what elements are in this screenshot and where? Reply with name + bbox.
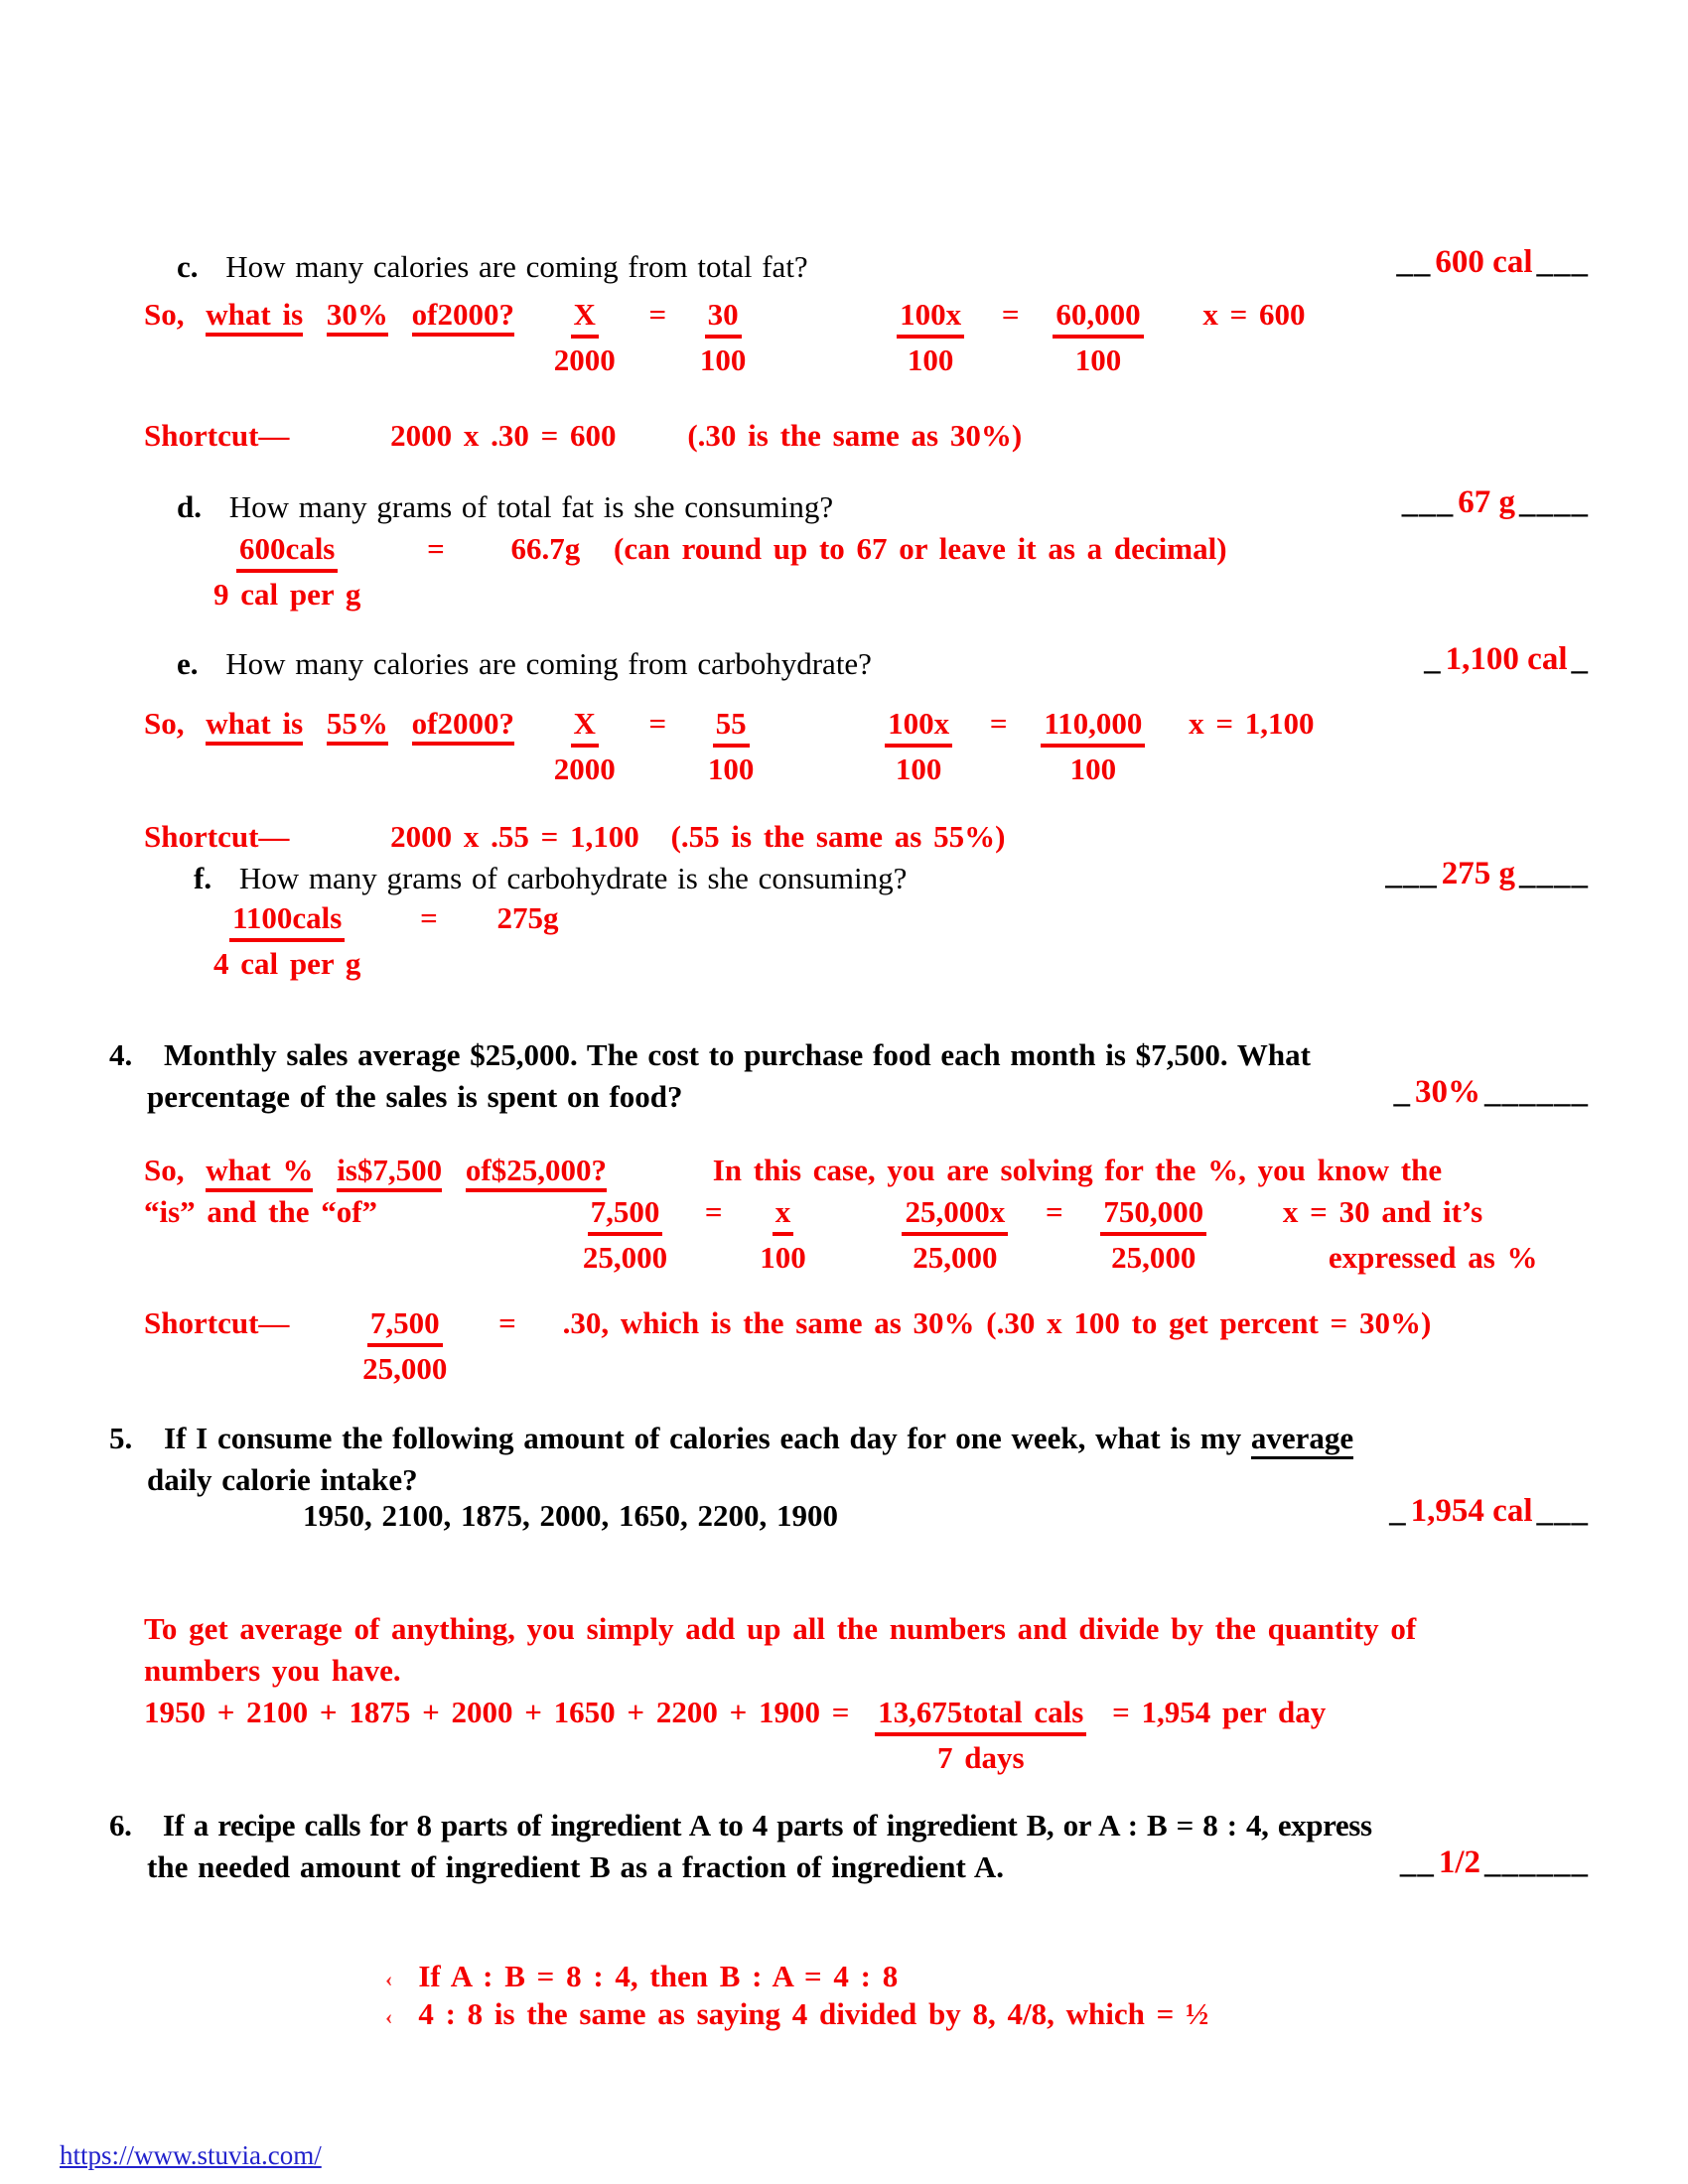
question-d-label: d. — [177, 489, 202, 524]
shortcut-label: Shortcut— — [144, 819, 290, 854]
fraction-denominator: 100 — [1074, 342, 1122, 378]
question-4-text1: Monthly sales average $25,000. The cost to purchase food each month is $7,500. What — [164, 1037, 1311, 1072]
solution-4-result — [1283, 1193, 1538, 1276]
fraction — [362, 1304, 447, 1387]
fraction — [708, 705, 755, 787]
work-d-note: (can round up to 67 or leave it as a decimal) — [614, 531, 1227, 566]
fraction — [1100, 1193, 1206, 1276]
solution-4-result-line1: x = 30 and it’s — [1282, 1194, 1483, 1229]
underlined-term: of2000? — [412, 706, 514, 746]
question-4-line2 — [147, 1078, 683, 1115]
solution-4-lead2: “is” and the “of” — [144, 1194, 378, 1229]
answer-value-f: 275 g — [1441, 856, 1515, 891]
shortcut-4 — [144, 1304, 1431, 1387]
fraction — [760, 1193, 806, 1276]
equals-sign: = — [648, 706, 667, 741]
underlined-term: what % — [206, 1153, 313, 1192]
bullet-text: If A : B = 8 : 4, then B : A = 4 : 8 — [418, 1959, 899, 1993]
shortcut-body: .30, which is the same as 30% (.30 x 100 to get percent = 30%) — [562, 1305, 1432, 1340]
fraction — [554, 705, 616, 787]
shortcut-label: Shortcut— — [144, 418, 290, 453]
equals-sign: = — [989, 706, 1008, 741]
answer-underscore: ____ — [1519, 856, 1589, 891]
stuvia-link[interactable]: https://www.stuvia.com/ — [60, 2140, 322, 2170]
answer-value-e: 1,100 cal — [1445, 641, 1568, 677]
fraction — [885, 705, 952, 787]
answer-underscore: ____ — [1519, 484, 1589, 520]
fraction — [700, 296, 747, 378]
question-6-text1: If a recipe calls for 8 parts of ingredient A to 4 parts of ingredient B, or A : B = 8 : 4, express — [162, 1808, 1372, 1843]
answer-value-4: 30% — [1415, 1074, 1480, 1110]
fraction-numerator: 110,000 — [1041, 705, 1145, 748]
fraction-numerator: 60,000 — [1053, 296, 1143, 339]
fraction-denominator: 2000 — [553, 342, 616, 378]
underlined-term: what is — [206, 706, 303, 746]
question-f-label: f. — [194, 861, 212, 895]
question-6-line2 — [147, 1848, 1004, 1885]
question-e-text: How many calories are coming from carbohydrate? — [225, 646, 872, 681]
fraction-denominator: 100 — [707, 751, 755, 787]
bullet-icon: ‹ — [385, 2003, 393, 2029]
answer-underscore: ___ — [1536, 1493, 1589, 1529]
solution-c-lead: So, — [144, 297, 185, 332]
solution-c-result: x = 600 — [1202, 297, 1306, 332]
fraction-numerator: 7,500 — [367, 1304, 443, 1347]
question-5-values — [303, 1497, 838, 1534]
explanation-5-text1: To get average of anything, you simply add up all the numbers and divide by the quantity of — [144, 1611, 1417, 1646]
fraction-numerator: 13,675total cals — [875, 1694, 1086, 1736]
sum-lead: 1950 + 2100 + 1875 + 2000 + 1650 + 2200 + 1900 = — [144, 1695, 850, 1729]
equals-sign: = — [704, 1194, 723, 1229]
bullet-item — [385, 1958, 898, 1994]
fraction-denominator: 25,000 — [1111, 1240, 1196, 1276]
answer-blank-c — [1396, 244, 1589, 281]
shortcut-label: Shortcut— — [144, 1305, 290, 1340]
sum-line-5 — [144, 1694, 1326, 1776]
fraction-denominator: 2000 — [553, 751, 616, 787]
question-d-text: How many grams of total fat is she consuming? — [228, 489, 834, 524]
solution-4-result-line2: expressed as % — [1328, 1240, 1538, 1276]
question-c-text: How many calories are coming from total fat? — [225, 249, 808, 284]
equals-sign: = — [1001, 297, 1020, 332]
fraction-numerator: 30 — [705, 296, 742, 339]
question-e-label: e. — [177, 646, 199, 681]
explanation-5-line1 — [144, 1610, 1416, 1647]
answer-value-6: 1/2 — [1438, 1844, 1480, 1880]
answer-value-d: 67 g — [1458, 484, 1515, 520]
answer-blank-d — [1402, 484, 1589, 521]
question-5-text1: If I consume the following amount of calories each day for one week, what is my — [164, 1421, 1251, 1455]
answer-underscore: __ — [1396, 244, 1432, 280]
work-d — [213, 530, 1227, 613]
explanation-5-text2: numbers you have. — [144, 1653, 401, 1688]
solution-e-result: x = 1,100 — [1189, 706, 1315, 741]
equals-sign: = — [427, 531, 445, 566]
answer-blank-5 — [1389, 1493, 1589, 1530]
fraction-numerator: 25,000x — [902, 1193, 1008, 1236]
question-4-number: 4. — [109, 1037, 133, 1072]
work-d-result: 66.7g — [510, 531, 581, 566]
underlined-term: is$7,500 — [337, 1153, 442, 1192]
fraction-numerator: 100x — [885, 705, 952, 748]
answer-value-5: 1,954 cal — [1410, 1493, 1533, 1529]
answer-underscore: ___ — [1385, 856, 1438, 891]
sum-result: = 1,954 per day — [1112, 1695, 1327, 1729]
question-f — [194, 860, 907, 896]
solution-4-lead: So, — [144, 1153, 185, 1187]
shortcut-body: 2000 x .30 = 600 — [390, 418, 617, 453]
question-4-text2: percentage of the sales is spent on food? — [147, 1079, 683, 1114]
answer-underscore: _ — [1393, 1074, 1411, 1110]
fraction-numerator: 7,500 — [588, 1193, 663, 1236]
explanation-5-line2 — [144, 1652, 401, 1689]
answer-blank-4 — [1394, 1074, 1590, 1111]
underlined-term: of2000? — [412, 297, 514, 337]
solution-c — [144, 296, 1305, 378]
question-6-number: 6. — [109, 1808, 132, 1843]
question-5-number: 5. — [109, 1421, 133, 1455]
solution-e — [144, 705, 1315, 787]
answer-underscore: ______ — [1484, 1074, 1589, 1110]
solution-4-lead-line — [144, 1152, 1442, 1188]
fraction-numerator: X — [571, 296, 599, 339]
fraction — [583, 1193, 667, 1276]
fraction-numerator: x — [773, 1193, 794, 1236]
fraction — [554, 296, 616, 378]
fraction-denominator: 100 — [1069, 751, 1117, 787]
fraction-denominator: 7 days — [936, 1740, 1025, 1776]
fraction-denominator: 25,000 — [582, 1240, 668, 1276]
question-6-line1 — [109, 1807, 1372, 1843]
fraction-denominator: 4 cal per g — [213, 946, 361, 982]
fraction-numerator: X — [571, 705, 599, 748]
fraction-denominator: 100 — [895, 751, 942, 787]
fraction — [213, 899, 360, 982]
bullet-text: 4 : 8 is the same as saying 4 divided by 8, 4/8, which = ½ — [418, 1996, 1209, 2031]
question-c-label: c. — [177, 249, 199, 284]
fraction — [902, 1193, 1008, 1276]
work-f-result: 275g — [496, 900, 559, 935]
answer-blank-f — [1385, 856, 1589, 892]
fraction-denominator: 100 — [760, 1240, 806, 1276]
answer-underscore: __ — [1399, 1844, 1435, 1880]
bullet-icon: ‹ — [385, 1966, 393, 1991]
answer-underscore: ___ — [1401, 484, 1455, 520]
underlined-term: 30% — [327, 297, 388, 337]
answer-underscore: ___ — [1536, 244, 1589, 280]
answer-value-c: 600 cal — [1435, 244, 1533, 280]
fraction — [1053, 296, 1143, 378]
equals-sign: = — [498, 1305, 516, 1340]
question-4-line1 — [109, 1036, 1311, 1073]
fraction — [1041, 705, 1145, 787]
shortcut-e — [144, 818, 1005, 855]
fraction-denominator: 25,000 — [913, 1240, 998, 1276]
solution-4-equations — [144, 1193, 1538, 1276]
question-5-line2 — [147, 1461, 418, 1498]
answer-blank-e — [1424, 641, 1589, 678]
shortcut-note: (.55 is the same as 55%) — [670, 819, 1006, 854]
question-5-underlined-word: average — [1251, 1421, 1353, 1459]
fraction-numerator: 55 — [713, 705, 750, 748]
equals-sign: = — [420, 900, 438, 935]
shortcut-note: (.30 is the same as 30%) — [687, 418, 1023, 453]
question-5-values-text: 1950, 2100, 1875, 2000, 1650, 2200, 1900 — [303, 1498, 838, 1533]
question-f-text: How many grams of carbohydrate is she consuming? — [238, 861, 908, 895]
question-d — [177, 488, 833, 525]
question-6-text2: the needed amount of ingredient B as a fraction of ingredient A. — [147, 1849, 1005, 1884]
fraction-denominator: 25,000 — [362, 1351, 448, 1387]
bullet-item — [385, 1995, 1208, 2032]
fraction-denominator: 100 — [907, 342, 954, 378]
answer-underscore: _ — [1571, 641, 1589, 677]
underlined-term: what is — [206, 297, 303, 337]
equals-sign: = — [648, 297, 667, 332]
solution-4-note: In this case, you are solving for the %, you know the — [712, 1153, 1443, 1187]
question-e — [177, 645, 872, 682]
underlined-term: 55% — [327, 706, 388, 746]
fraction-numerator: 600cals — [236, 530, 338, 573]
fraction-numerator: 750,000 — [1100, 1193, 1206, 1236]
question-5-line1 — [109, 1420, 1353, 1456]
answer-blank-6 — [1400, 1844, 1589, 1881]
fraction — [897, 296, 964, 378]
fraction — [875, 1694, 1086, 1776]
fraction-denominator: 100 — [699, 342, 747, 378]
answer-underscore: _ — [1424, 641, 1442, 677]
question-c — [177, 248, 808, 285]
shortcut-body: 2000 x .55 = 1,100 — [390, 819, 639, 854]
equals-sign: = — [1045, 1194, 1063, 1229]
underlined-term: of$25,000? — [466, 1153, 607, 1192]
answer-underscore: _ — [1389, 1493, 1407, 1529]
work-f — [213, 899, 559, 982]
fraction-denominator: 9 cal per g — [213, 577, 361, 613]
fraction — [213, 530, 360, 613]
solution-e-lead: So, — [144, 706, 185, 741]
fraction-numerator: 100x — [897, 296, 964, 339]
answer-underscore: ______ — [1484, 1844, 1589, 1880]
shortcut-c — [144, 417, 1022, 454]
question-5-text2: daily calorie intake? — [147, 1462, 418, 1497]
fraction-numerator: 1100cals — [229, 899, 345, 942]
